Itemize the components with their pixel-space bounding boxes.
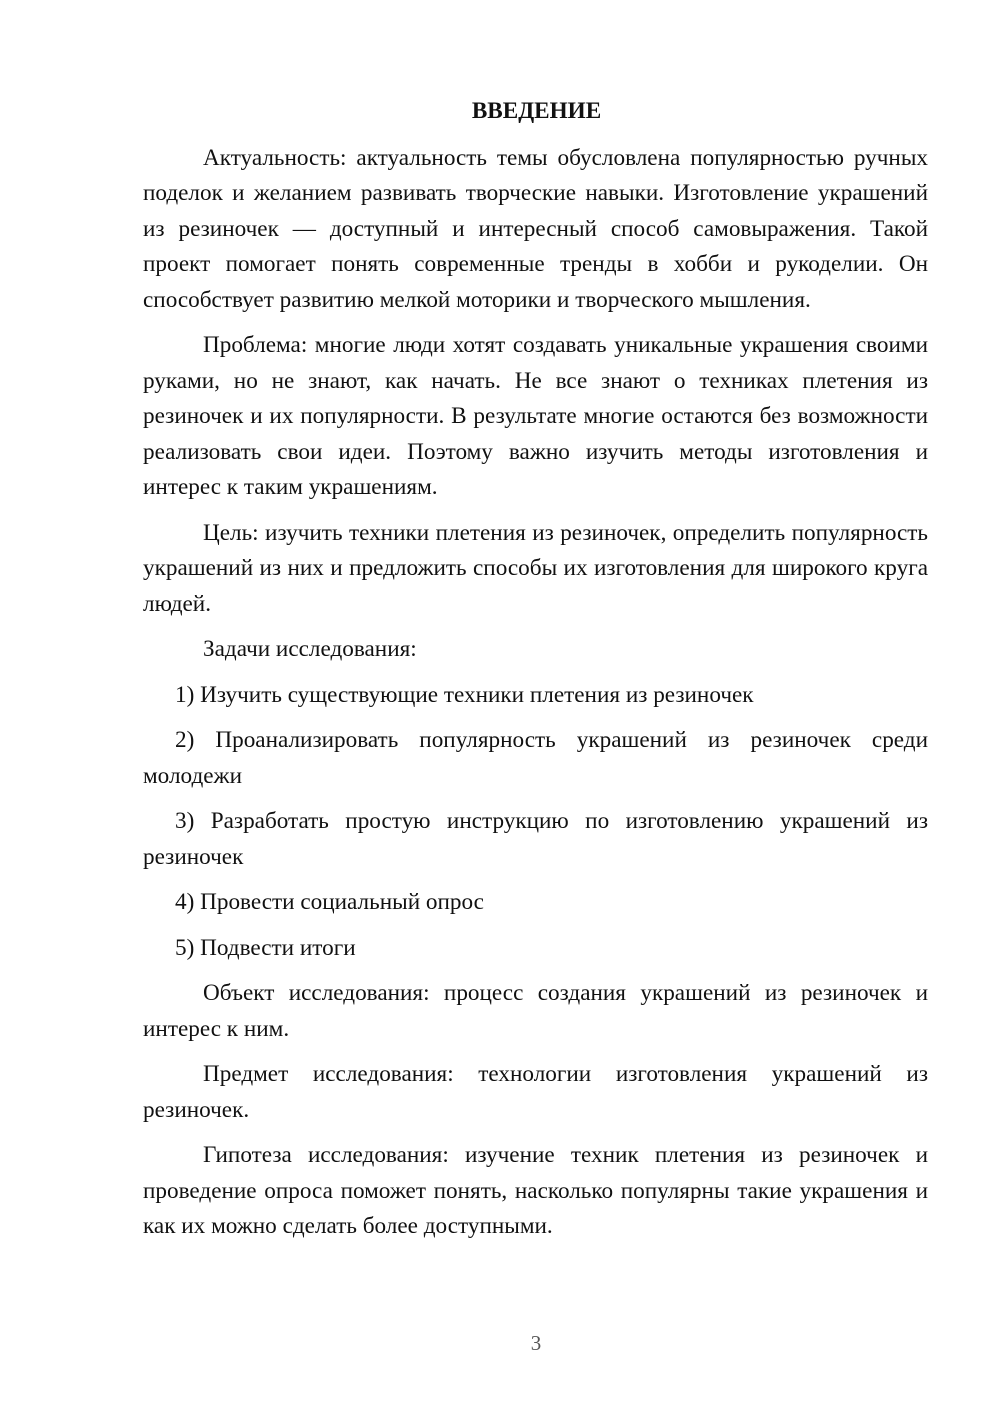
object-paragraph: Объект исследования: процесс создания украшений из резиночек и интерес к ним. bbox=[143, 980, 928, 1042]
task-item-2: 2) Проанализировать популярность украшений из резиночек среди молодежи bbox=[143, 727, 928, 789]
task-item-4: 4) Провести социальный опрос bbox=[175, 889, 484, 915]
task-item-1: 1) Изучить существующие техники плетения из резиночек bbox=[175, 681, 754, 708]
page-title: ВВЕДЕНИЕ bbox=[471, 98, 602, 124]
goal-paragraph: Цель: изучить техники плетения из резиночек, определить популярность украшений из них и предложить способы их изготовления для широкого круга людей. bbox=[143, 519, 928, 617]
subject-paragraph: Предмет исследования: технологии изготовления украшений из резиночек. bbox=[143, 1061, 928, 1123]
tasks-title: Задачи исследования: bbox=[203, 636, 417, 662]
page-content bbox=[143, 94, 928, 1255]
task-item-5: 5) Подвести итоги bbox=[175, 934, 356, 961]
task-item-3: 3) Разработать простую инструкцию по изготовлению украшений из резиночек bbox=[143, 808, 928, 870]
page-number: 3 bbox=[530, 1331, 542, 1355]
problem-paragraph: Проблема: многие люди хотят создавать уникальные украшения своими руками, но не знают, как начать. Не все знают о техниках плетения из резиночек и их популярности. В результате многие остаются без возможности реализовать свои идеи. Поэтому важно изучить методы изготовления и интерес к таким украшениям. bbox=[143, 332, 928, 500]
hypothesis-paragraph: Гипотеза исследования: изучение техник плетения из резиночек и проведение опроса поможет понять, насколько популярны такие украшения и как их можно сделать более доступными. bbox=[143, 1142, 928, 1239]
relevance-paragraph: Актуальность: актуальность темы обусловлена популярностью ручных поделок и желанием развивать творческие навыки. Изготовление украшений из резиночек — доступный и интересный способ самовыражения. Такой проект помогает понять современные тренды в хобби и рукоделии. Он способствует развитию мелкой моторики и творческого мышления. bbox=[143, 144, 928, 313]
